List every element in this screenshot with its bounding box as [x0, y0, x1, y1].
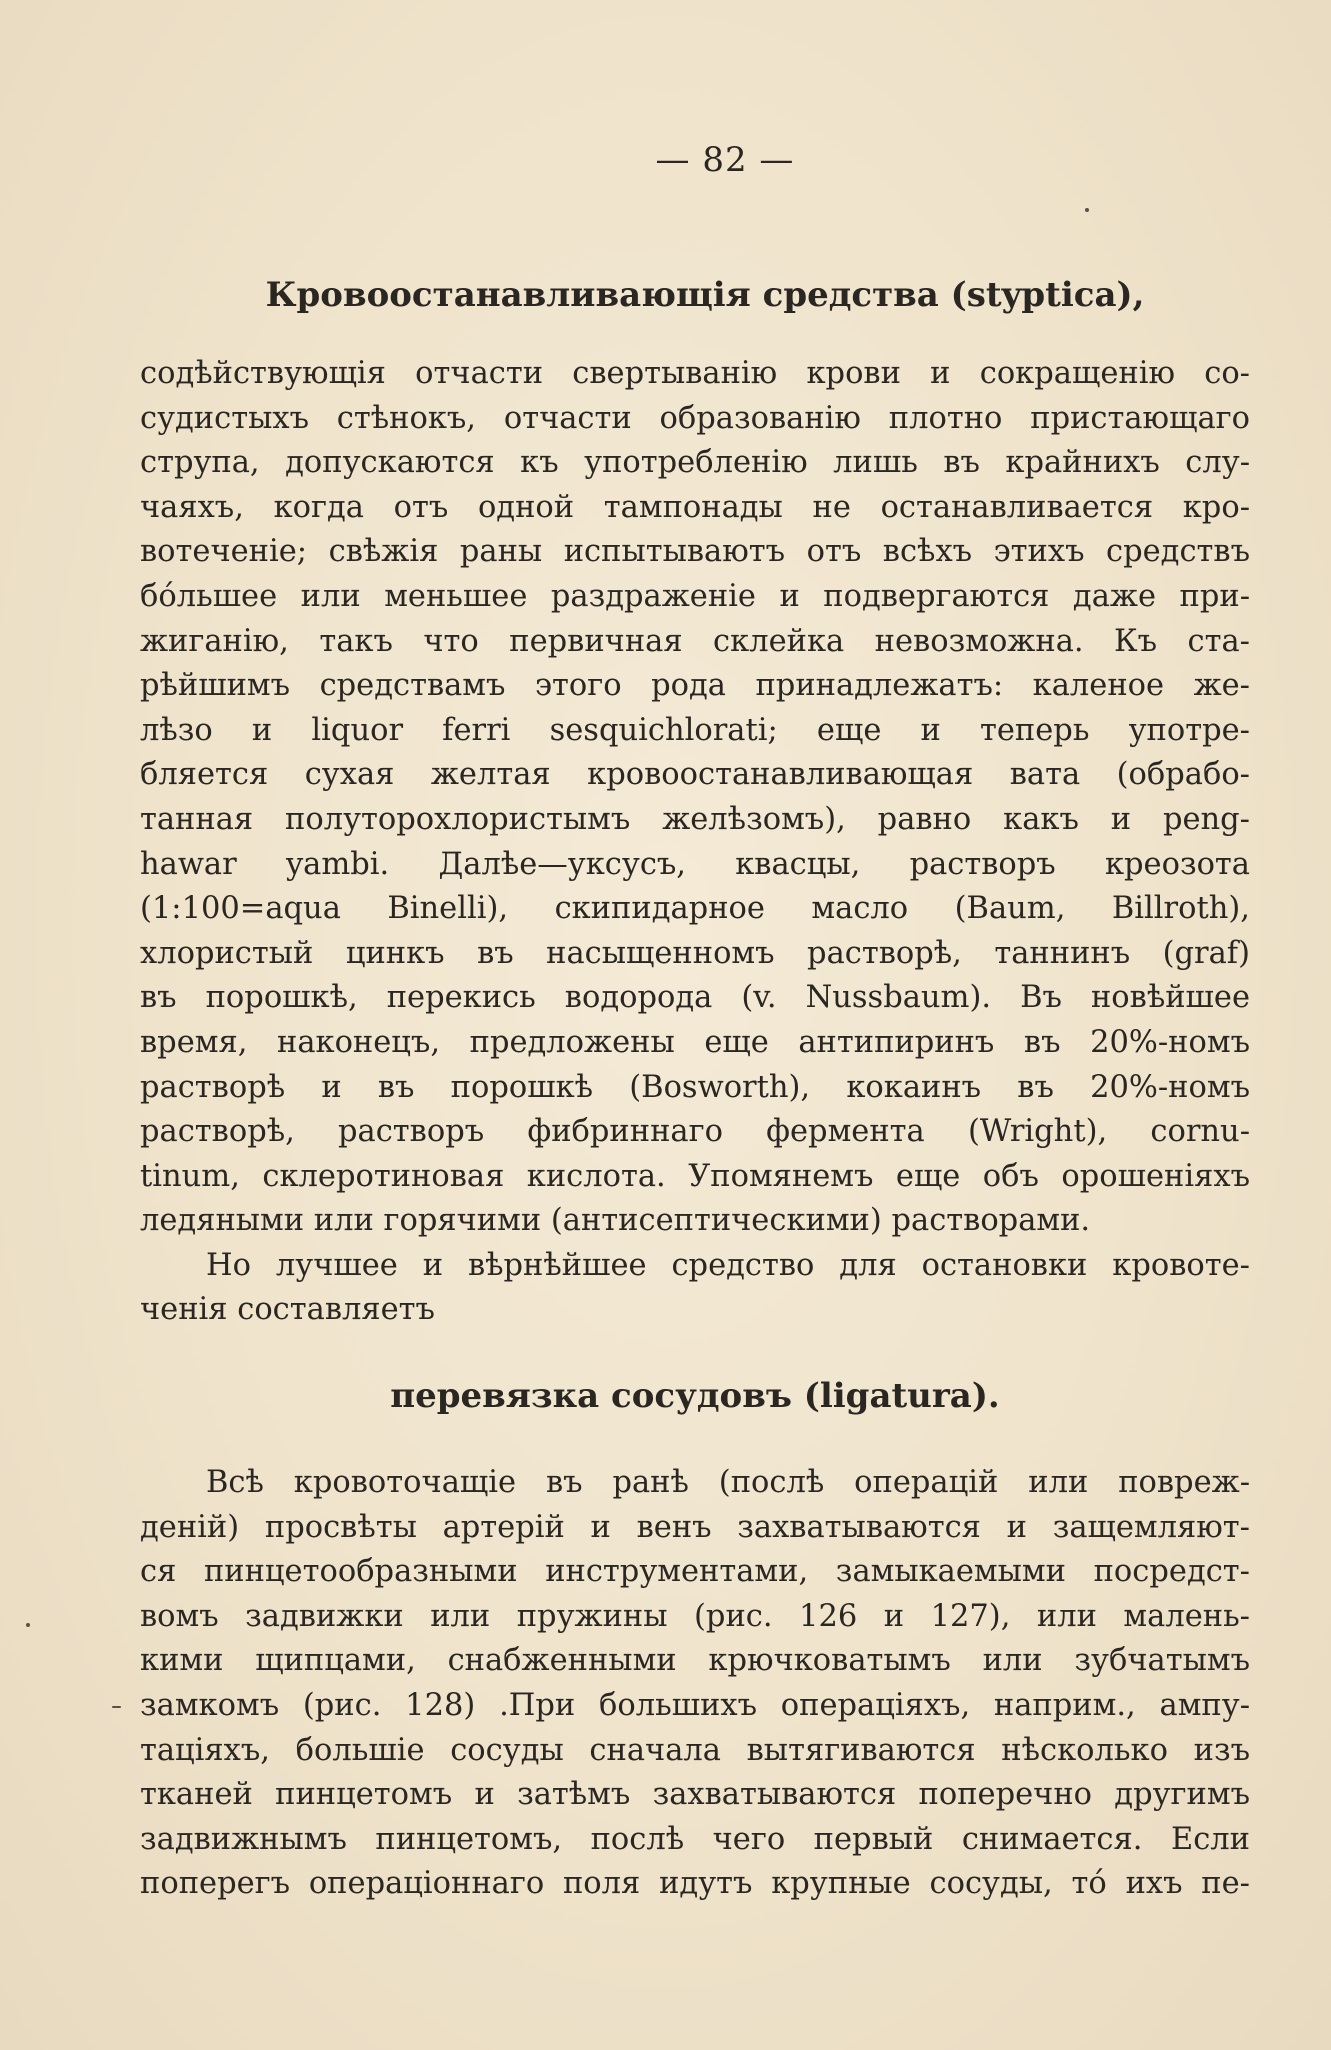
- paragraph-ligatura: [140, 1461, 1250, 1907]
- text-line: hawar yambi. Далѣе—уксусъ, квасцы, растворъ креозота: [140, 846, 1250, 882]
- section-heading-ligatura: [140, 1371, 1250, 1421]
- text-line: тканей пинцетомъ и затѣмъ захватываются поперечно другимъ: [140, 1777, 1250, 1813]
- text-line: чаяхъ, когда отъ одной тампонады не останавливается кро-: [140, 489, 1250, 525]
- section-heading-bold: Кровоостанавливающія средства: [265, 275, 939, 315]
- text-line: ся пинцетообразными инструментами, замыкаемыми посредст-: [140, 1554, 1250, 1590]
- section-heading-bold: перевязка сосудовъ: [390, 1376, 792, 1417]
- text-line: вомъ задвижки или пружины (рис. 126 и 127), или малень-: [140, 1598, 1250, 1634]
- text-line: въ порошкѣ, перекись водорода (v. Nussbaum). Въ новѣйшее: [140, 980, 1250, 1016]
- text-line: задвижнымъ пинцетомъ, послѣ чего первый снимается. Если: [140, 1821, 1250, 1857]
- scan-speck: [112, 1706, 121, 1708]
- text-line: растворѣ и въ порошкѣ (Bosworth), кокаинъ въ 20%-номъ: [140, 1069, 1250, 1105]
- paragraph-styptica: [140, 352, 1250, 1244]
- text-line: вотеченіе; свѣжія раны испытываютъ отъ всѣхъ этихъ средствъ: [140, 534, 1250, 570]
- scan-speck: [1085, 208, 1089, 212]
- text-line: судистыхъ стѣнокъ, отчасти образованію плотно пристающаго: [140, 400, 1250, 436]
- section-heading-styptica: [160, 270, 1250, 320]
- text-line: ледяными или горячими (антисептическими) растворами.: [140, 1203, 1091, 1239]
- text-line: ченія составляетъ: [140, 1292, 435, 1328]
- paragraph-ligature-intro: [140, 1244, 1250, 1333]
- text-line: поперегъ операціоннаго поля идутъ крупные сосуды, то́ ихъ пе-: [140, 1866, 1250, 1902]
- text-line: струпа, допускаются къ употребленію лишь въ крайнихъ слу-: [140, 445, 1250, 481]
- text-line: Но лучшее и вѣрнѣйшее средство для остановки кровоте-: [206, 1247, 1250, 1283]
- text-line: время, наконецъ, предложены еще антипиринъ въ 20%-номъ: [140, 1024, 1250, 1060]
- text-line: бляется сухая желтая кровоостанавливающая вата (обрабо-: [140, 757, 1250, 793]
- section-heading-latin: (ligatura).: [803, 1376, 1000, 1417]
- text-line: (1:100=aqua Binelli), скипидарное масло (Baum, Billroth),: [140, 891, 1250, 927]
- text-line: tinum, склеротиновая кислота. Упомянемъ еще объ орошеніяхъ: [140, 1158, 1250, 1194]
- scan-speck: [26, 1623, 30, 1627]
- section-heading-latin: (styptica),: [950, 275, 1145, 315]
- text-line: танная полуторохлористымъ желѣзомъ), равно какъ и peng-: [140, 801, 1250, 837]
- page-number: — 82 —: [655, 140, 795, 180]
- text-line: жиганію, такъ что первичная склейка невозможна. Къ ста-: [140, 623, 1250, 659]
- text-line: таціяхъ, большіе сосуды сначала вытягиваются нѣсколько изъ: [140, 1732, 1250, 1768]
- text-line: бо́льшее или меньшее раздраженіе и подвергаются даже при-: [140, 578, 1250, 614]
- text-line: Всѣ кровоточащіе въ ранѣ (послѣ операцій или повреж-: [206, 1465, 1250, 1501]
- text-line: растворѣ, растворъ фибриннаго фермента (Wright), cornu-: [140, 1114, 1250, 1150]
- text-line: содѣйствующія отчасти свертыванію крови и сокращенію со-: [140, 356, 1250, 391]
- page-content: [140, 140, 1250, 1907]
- text-line: замкомъ (рис. 128) .При большихъ операціяхъ, наприм., ампу-: [140, 1688, 1250, 1724]
- text-line: лѣзо и liquor ferri sesquichlorati; еще и теперь употре-: [140, 712, 1250, 748]
- text-line: рѣйшимъ средствамъ этого рода принадлежатъ: каленое же-: [140, 668, 1250, 704]
- text-line: хлористый цинкъ въ насыщенномъ растворѣ, таннинъ (graf): [140, 935, 1250, 971]
- text-line: кими щипцами, снабженными крючковатымъ или зубчатымъ: [140, 1643, 1250, 1679]
- text-line: деній) просвѣты артерій и венъ захватываются и защемляют-: [140, 1509, 1250, 1545]
